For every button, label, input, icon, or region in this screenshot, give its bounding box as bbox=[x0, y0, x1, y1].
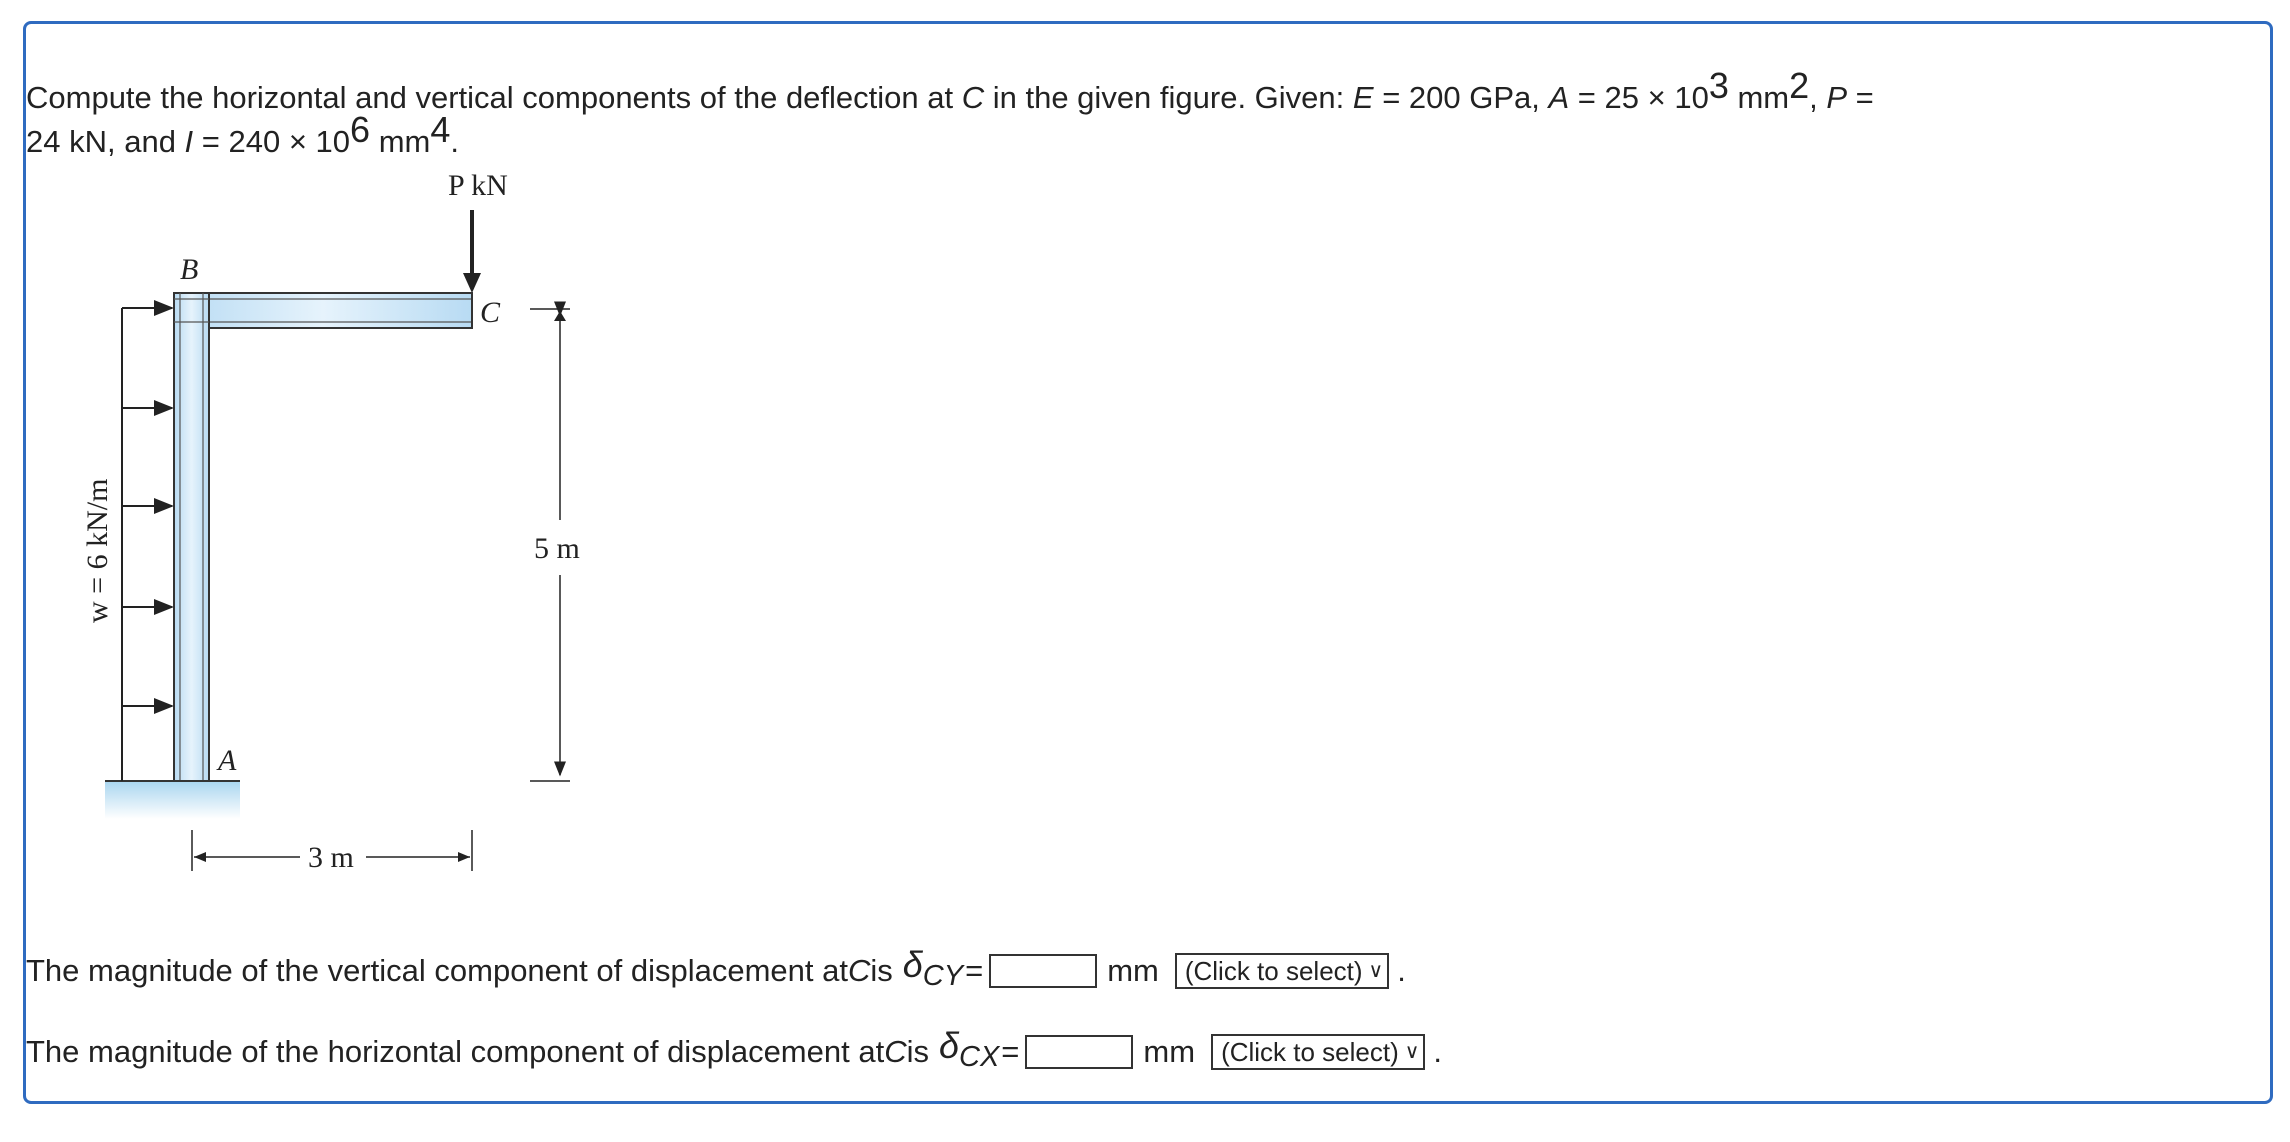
width-label: 3 m bbox=[308, 841, 354, 874]
i-unit-exponent: 4 bbox=[430, 109, 451, 150]
p-value: 24 kN, and bbox=[26, 124, 185, 159]
point-c-ref: C bbox=[884, 1033, 907, 1069]
period: . bbox=[450, 124, 459, 159]
select-label: (Click to select) bbox=[1184, 955, 1363, 986]
delta-subscript: CX bbox=[959, 1041, 1000, 1073]
e-symbol: E bbox=[1352, 80, 1374, 115]
beam-bc bbox=[174, 293, 472, 328]
vertical-displacement-question bbox=[26, 945, 1406, 996]
point-b-label: B bbox=[180, 253, 199, 286]
delta-subscript: CY bbox=[922, 960, 964, 992]
delta-cx-symbol bbox=[939, 1026, 999, 1077]
delta-symbol: δ bbox=[902, 944, 923, 985]
separator: , bbox=[1809, 80, 1827, 115]
horizontal-displacement-input[interactable] bbox=[1025, 1035, 1133, 1069]
e-value: = 200 GPa, bbox=[1373, 80, 1549, 115]
point-a-label: A bbox=[218, 744, 237, 777]
vertical-displacement-input[interactable] bbox=[989, 954, 1097, 988]
period: . bbox=[1433, 1033, 1443, 1069]
height-label: 5 m bbox=[534, 532, 580, 565]
equals-sign: = bbox=[965, 952, 984, 988]
question-label: The magnitude of the vertical component of displacement at bbox=[26, 952, 848, 988]
load-arrows bbox=[122, 308, 172, 706]
horizontal-direction-select[interactable] bbox=[1211, 1034, 1425, 1070]
a-unit: mm bbox=[1728, 80, 1790, 115]
delta-cy-symbol bbox=[903, 945, 963, 996]
point-c-ref: C bbox=[961, 80, 985, 115]
point-c-ref: C bbox=[847, 952, 871, 988]
i-unit: mm bbox=[370, 124, 431, 159]
load-label: P kN bbox=[448, 169, 508, 202]
question-text bbox=[26, 65, 2026, 164]
i-symbol: I bbox=[184, 124, 194, 159]
question-label: The magnitude of the horizontal component of displacement at bbox=[26, 1033, 885, 1069]
unit-label: mm bbox=[1107, 952, 1159, 988]
column-ab bbox=[174, 293, 209, 781]
question-text-part: in the given figure. Given: bbox=[984, 80, 1353, 115]
unit-label: mm bbox=[1143, 1033, 1196, 1069]
question-label: is bbox=[870, 952, 893, 988]
chevron-down-icon: ∨ bbox=[1404, 1040, 1420, 1063]
a-exponent: 3 bbox=[1708, 65, 1729, 106]
p-equals: = bbox=[1847, 80, 1874, 115]
question-label: is bbox=[906, 1033, 929, 1069]
point-c-label: C bbox=[480, 296, 501, 329]
chevron-down-icon: ∨ bbox=[1368, 959, 1384, 982]
select-label: (Click to select) bbox=[1221, 1036, 1399, 1067]
delta-symbol: δ bbox=[938, 1025, 959, 1066]
a-symbol: A bbox=[1548, 80, 1570, 115]
horizontal-displacement-question bbox=[26, 1026, 1442, 1077]
a-unit-exponent: 2 bbox=[1789, 65, 1810, 106]
equals-sign: = bbox=[1001, 1033, 1020, 1069]
p-symbol: P bbox=[1826, 80, 1848, 115]
period: . bbox=[1397, 952, 1406, 988]
vertical-direction-select[interactable] bbox=[1175, 953, 1389, 989]
ground-support bbox=[105, 781, 240, 819]
i-value: = 240 × 10 bbox=[193, 124, 351, 159]
distributed-load-label: w = 6 kN/m bbox=[81, 478, 114, 623]
frame-figure bbox=[60, 165, 580, 885]
a-value: = 25 × 10 bbox=[1569, 80, 1709, 115]
load-arrow-head bbox=[463, 273, 481, 293]
i-exponent: 6 bbox=[350, 109, 371, 150]
question-text-part: Compute the horizontal and vertical components of the deflection at bbox=[26, 80, 962, 115]
